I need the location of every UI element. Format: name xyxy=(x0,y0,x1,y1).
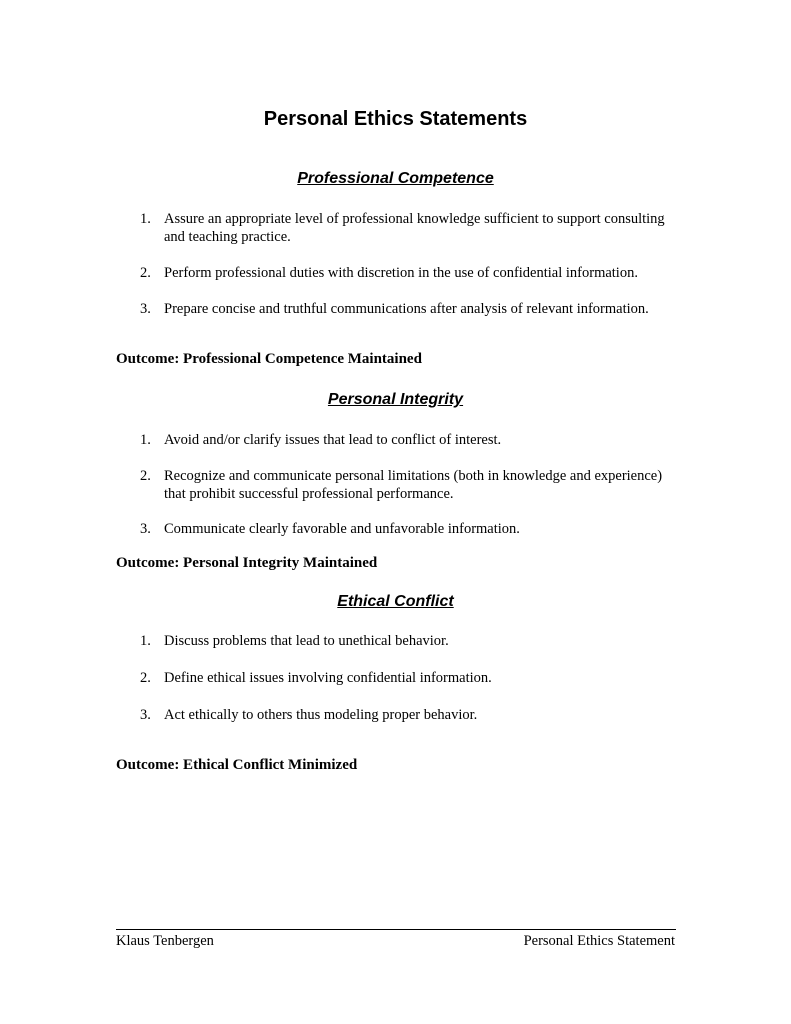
list-item xyxy=(140,467,680,503)
item-text: Define ethical issues involving confidential information. xyxy=(164,670,492,686)
list-item xyxy=(140,520,680,538)
list-item xyxy=(140,632,680,650)
item-text: Assure an appropriate level of professional knowledge sufficient to support consulting and teaching practice. xyxy=(164,211,665,245)
section-heading: Ethical Conflict xyxy=(337,593,454,610)
list-item xyxy=(140,300,680,318)
list-item xyxy=(140,669,680,687)
outcome: Outcome: Personal Integrity Maintained xyxy=(116,555,378,571)
item-text: Avoid and/or clarify issues that lead to conflict of interest. xyxy=(164,432,502,448)
item-text: Communicate clearly favorable and unfavorable information. xyxy=(164,521,520,537)
item-number: 3. xyxy=(140,707,151,723)
list-item xyxy=(140,264,680,282)
item-number: 1. xyxy=(140,633,151,649)
item-text: Prepare concise and truthful communications after analysis of relevant information. xyxy=(164,301,649,317)
section-heading: Personal Integrity xyxy=(327,391,464,408)
list-item xyxy=(140,210,680,246)
item-text: Recognize and communicate personal limitations (both in knowledge and experience) that prohibit successful professional performance. xyxy=(164,468,663,502)
page-title: Personal Ethics Statements xyxy=(263,108,528,130)
outcome: Outcome: Ethical Conflict Minimized xyxy=(116,757,358,773)
item-number: 1. xyxy=(140,432,151,448)
footer-title: Personal Ethics Statement xyxy=(523,933,675,949)
section-heading: Professional Competence xyxy=(297,170,494,187)
item-number: 2. xyxy=(140,468,151,484)
item-text: Act ethically to others thus modeling proper behavior. xyxy=(164,707,478,723)
footer-divider xyxy=(116,929,676,930)
item-number: 1. xyxy=(140,211,151,227)
footer-author: Klaus Tenbergen xyxy=(116,933,214,949)
item-number: 2. xyxy=(140,670,151,686)
item-number: 2. xyxy=(140,265,151,281)
item-number: 3. xyxy=(140,521,151,537)
item-text: Perform professional duties with discretion in the use of confidential information. xyxy=(164,265,638,281)
item-text: Discuss problems that lead to unethical behavior. xyxy=(164,633,449,649)
list-item xyxy=(140,431,680,449)
list-item xyxy=(140,706,680,724)
outcome: Outcome: Professional Competence Maintained xyxy=(116,351,422,367)
item-number: 3. xyxy=(140,301,151,317)
